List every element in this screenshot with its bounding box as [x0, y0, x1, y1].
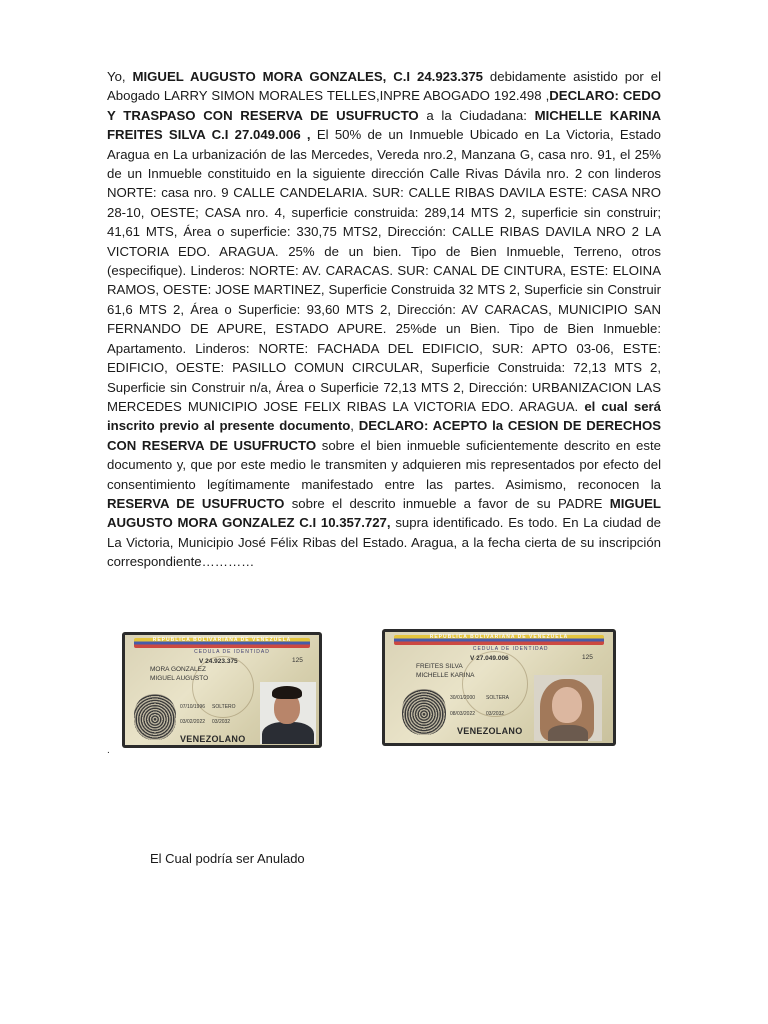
card-number: V 24.923.375	[199, 658, 238, 665]
card-names: MICHELLE KARINA	[416, 672, 475, 679]
property-description: El 50% de un Inmueble Ubicado en La Victoria, Estado Aragua en La urbanización de las Mercedes, Vereda nro.2, Manzana G, casa nro. 91, el 25% de un Inmueble constituido en la siguiente dirección Calle Rivas Dávila nro. 2 con linderos NORTE: casa nro. 9 CALLE CANDELARIA. SUR: CALLE RIBAS DAVILA ESTE: CASA NRO 28-10, OESTE; CASA nro. 4, superficie construida: 289,14 MTS 2, superficie sin construir; 41,61 MTS, Área o superficie: 330,75 MTS2, Dirección: CALLE RIBAS DAVILA NRO 2 LA VICTORIA EDO. ARAGUA. 25% de un bien. Tipo de Bien Inmueble, Terreno, otros (especifique). Linderos: NORTE: AV. CARACAS. SUR: CANAL DE CINTURA, ESTE: ELOINA RAMOS, OESTE: JOSE MARTINEZ, Superficie Construida 32 MTS 2, Superficie sin Construir 61,6 MTS 2, Área o Superficie: 93,60 MTS 2, Dirección: AV CARACAS, MUNICIPIO SAN FERNANDO DE APURE, ESTADO APURE. 25%de un Bien. Tipo de Bien Inmueble: Apartamento. Linderos: NORTE: FACHADA DEL EDIFICIO, SUR: APTO 03-06, ESTE: EDIFICIO, OESTE: PASILLO COMUN CIRCULAR, Superficie Construida: 72,13 MTS 2, Superficie sin Construir n/a, Área o Superficie 72,13 MTS 2, Dirección: URBANIZACION LAS MERCEDES MUNICIPIO JOSE FELIX RIBAS LA VICTORIA EDO. ARAGUA.	[107, 127, 661, 414]
id-photo	[534, 675, 602, 741]
card-subheader: CEDULA DE IDENTIDAD	[194, 649, 270, 655]
fingerprint-icon	[402, 689, 446, 735]
registration-note: el cual será inscrito previo al presente documento	[107, 398, 661, 434]
stray-mark: .	[107, 745, 110, 756]
father-name: MIGUEL AUGUSTO MORA GONZALEZ C.I 10.357.727,	[107, 495, 661, 531]
text-run: a la Ciudadana:	[418, 107, 535, 123]
usufruct-reservation: RESERVA DE USUFRUCTO	[107, 495, 285, 511]
card-issue-date: 08/03/2022	[450, 711, 476, 717]
card-header-text: REPUBLICA BOLIVARIANA DE VENEZUELA	[152, 637, 292, 643]
text-run: sobre el bien inmueble suficientemente descrito en este documento y, que por este medio le transmiten y adquieren mis representados por efecto del consentimiento legítimamente manifestado entre las partes. Asimismo, reconocen la	[107, 437, 661, 492]
photo-face	[552, 687, 582, 723]
declaration-paragraph	[107, 67, 661, 572]
card-civil-status: SOLTERO	[212, 704, 236, 710]
photo-shirt	[548, 725, 588, 741]
declaration-accept: DECLARO: ACEPTO la CESION DE DERECHOS CON RESERVA DE USUFRUCTO	[107, 418, 661, 453]
fingerprint-icon	[134, 694, 176, 740]
card-nationality: VENEZOLANO	[457, 726, 523, 736]
photo-shirt	[262, 722, 314, 744]
card-code: 125	[292, 657, 303, 664]
card-expiry-date: 03/2032	[212, 719, 231, 725]
card-header-text: REPUBLICA BOLIVARIANA DE VENEZUELA	[429, 634, 569, 640]
text-run: Yo,	[107, 69, 133, 84]
closing-text: supra identificado. Es todo. En La ciudad de La Victoria, Municipio José Félix Ribas del Estado. Aragua, a la fecha cierta de su inscripción correspondiente…………	[107, 515, 661, 570]
grantee-name: MICHELLE KARINA FREITES SILVA C.I 27.049.006 ,	[107, 107, 661, 143]
text-run: sobre el descrito inmueble a favor de su PADRE	[284, 495, 610, 511]
grantor-name: MIGUEL AUGUSTO MORA GONZALES, C.I 24.923.375	[132, 69, 483, 84]
card-birth-date: 30/01/2000	[450, 695, 476, 701]
id-card-grantor	[122, 632, 322, 748]
card-names: MIGUEL AUGUSTO	[150, 675, 209, 682]
card-surnames: MORA GONZALEZ	[150, 666, 206, 673]
card-expiry-date: 03/2032	[486, 711, 505, 717]
id-photo	[260, 682, 316, 744]
card-birth-date: 07/10/1996	[180, 704, 206, 710]
text-run: debidamente asistido por el Abogado LARRY SIMON MORALES TELLES,INPRE ABOGADO 192.498 ,	[107, 69, 662, 104]
card-header-band	[394, 635, 604, 645]
photo-hair	[272, 686, 302, 699]
card-subheader: CEDULA DE IDENTIDAD	[472, 646, 549, 652]
card-number: V 27.049.006	[470, 655, 509, 662]
text-run: ,	[350, 418, 359, 434]
declaration-cede: DECLARO: CEDO Y TRASPASO CON RESERVA DE USUFRUCTO	[107, 88, 661, 123]
card-nationality: VENEZOLANO	[180, 734, 246, 744]
card-surnames: FREITES SILVA	[416, 663, 463, 670]
card-header-band	[134, 638, 310, 648]
id-card-grantee	[382, 629, 616, 746]
card-code: 125	[582, 654, 593, 661]
footer-note: El Cual podría ser Anulado	[150, 851, 305, 866]
card-civil-status: SOLTERA	[486, 695, 509, 701]
card-issue-date: 03/02/2022	[180, 719, 206, 725]
